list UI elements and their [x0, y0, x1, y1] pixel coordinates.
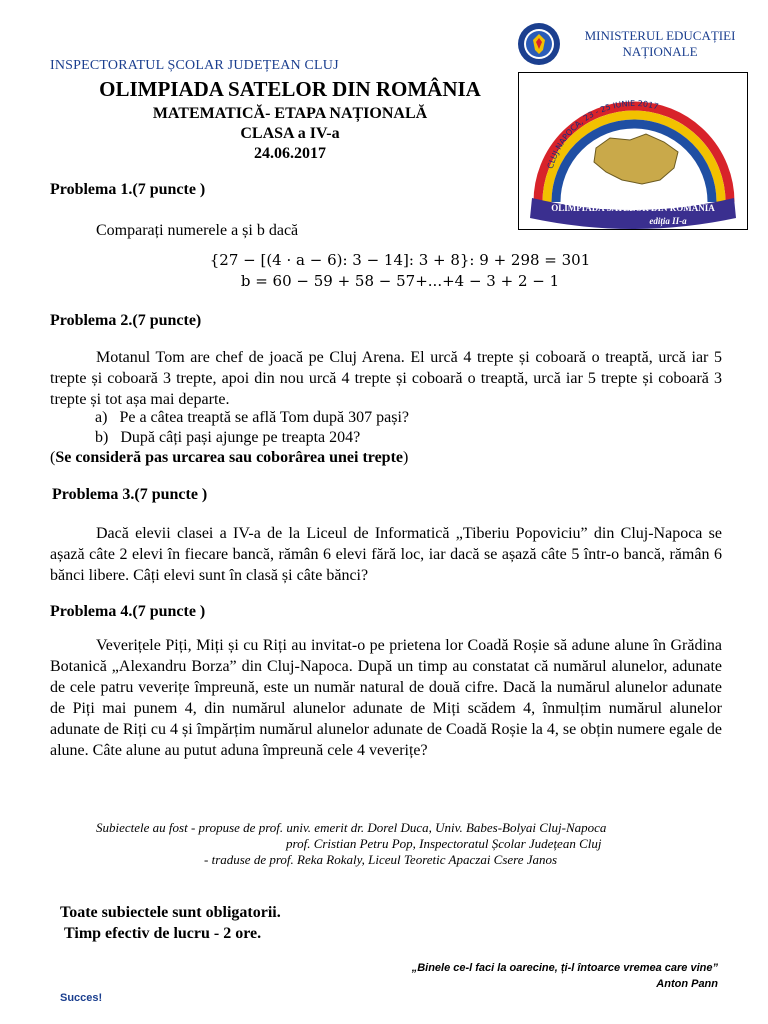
quote-text: „Binele ce-l faci la oarecine, ți-l întoarce vremea care vine”	[411, 962, 718, 974]
credits-block	[96, 820, 716, 868]
logo-banner-text: OLIMPIADA SATELOR DIN ROMÂNIA	[551, 203, 715, 213]
government-seal-icon	[517, 22, 561, 66]
note-paren-open: (	[50, 449, 56, 466]
exam-date: 24.06.2017	[254, 145, 326, 162]
problem-3-paragraph: Dacă elevii clasei a IV-a de la Liceul de Informatică „Tiberiu Popoviciu” din Cluj-Napoca se așază câte 2 elevi în fiecare bancă, rămân 6 elevi fără loc, iar dacă se așază câte 5 într-o bancă, rămân 6 bănci libere. Câți elevi sunt în clasă și câte bănci?	[50, 525, 722, 584]
item-text: După câți pași ajunge pe treapta 204?	[120, 429, 361, 446]
problem-3-text	[50, 523, 722, 586]
credits-line-3: - traduse de prof. Reka Rokaly, Liceul Teoretic Apaczai Csere Janos	[204, 852, 558, 867]
inspectorate-name: INSPECTORATUL ȘCOLAR JUDEȚEAN CLUJ	[50, 58, 339, 73]
problem-4-heading: Problema 4.(7 puncte )	[50, 603, 206, 620]
credits-line-2: prof. Cristian Petru Pop, Inspectoratul Școlar Județean Cluj	[286, 836, 602, 851]
problem-2-text	[50, 347, 722, 410]
equation-b: b = 60 − 59 + 58 − 57+...+4 − 3 + 2 − 1	[240, 272, 560, 290]
ministry-line-1: MINISTERUL EDUCAȚIEI	[584, 28, 736, 43]
note-text: Se consideră pas urcarea sau coborârea unei trepte	[55, 449, 404, 466]
problem-3-heading: Problema 3.(7 puncte )	[52, 486, 208, 503]
olympiad-title: OLIMPIADA SATELOR DIN ROMÂNIA	[99, 77, 481, 101]
problem-4-text	[50, 635, 722, 761]
time-note: Timp efectiv de lucru - 2 ore.	[64, 925, 262, 942]
problem-1-text: Comparați numerele a și b dacă	[96, 222, 299, 239]
problem-2-note	[50, 449, 408, 467]
subject-line: MATEMATICĂ- ETAPA NAȚIONALĂ	[152, 105, 428, 122]
equation-a: {27 − [(4 · a − 6): 3 − 14]: 3 + 8}: 9 + 298 = 301	[209, 251, 591, 269]
quote-author: Anton Pann	[656, 978, 718, 990]
item-text: Pe a câtea treaptă se află Tom după 307 pași?	[119, 409, 410, 426]
logo-edition-text: ediția II-a	[649, 216, 687, 226]
logo-arc-text: CLUJ-NAPOCA, 23 - 25 IUNIE 2017	[545, 98, 660, 170]
problem-1-heading: Problema 1.(7 puncte )	[50, 181, 206, 198]
credits-line-1: Subiectele au fost - propuse de prof. univ. emerit dr. Dorel Duca, Univ. Babes-Bolyai Cluj-Napoca	[96, 820, 607, 835]
problem-2-heading: Problema 2.(7 puncte)	[50, 312, 202, 329]
problem-2-paragraph: Motanul Tom are chef de joacă pe Cluj Arena. El urcă 4 trepte și coboară o treaptă, urcă iar 5 trepte și coboară 3 trepte, apoi din nou urcă 4 trepte și coboară o treaptă, urcă iar 5 trepte și coboară 3 trepte și tot așa mai departe.	[50, 349, 722, 408]
ministry-line-2: NAȚIONALE	[622, 44, 698, 59]
grade-line: CLASA a IV-a	[240, 125, 340, 142]
problem-2-item-a	[95, 409, 409, 427]
mandatory-note: Toate subiectele sunt obligatorii.	[60, 904, 281, 921]
problem-2-item-b	[95, 429, 360, 447]
item-marker: b)	[95, 429, 109, 446]
note-paren-close: )	[403, 449, 409, 466]
ministry-name	[565, 28, 755, 60]
succes-text: Succes!	[60, 992, 103, 1004]
item-marker: a)	[95, 409, 108, 426]
quote-block	[300, 960, 718, 992]
olympiad-logo	[518, 72, 748, 230]
problem-4-paragraph: Veverițele Piți, Miți și cu Riți au invitat-o pe prietena lor Coadă Roșie să adune alune în Grădina Botanică „Alexandru Borza” din Cluj-Napoca. După un timp au constatat că numărul alunelor, adunate de cele patru veverițe împreună, este un număr natural de două cifre. Dacă la numărul alunelor adunate de Piți mai punem 4, din numărul alunelor adunate de Miți scădem 4, înmulțim numărul alunelor adunate de Riți cu 4 și împărțim numărul alunelor adunate de Coadă Roșie la 4, se obțin numere egale de alune. Câte alune au putut aduna împreună cele 4 veverițe?	[50, 637, 722, 759]
